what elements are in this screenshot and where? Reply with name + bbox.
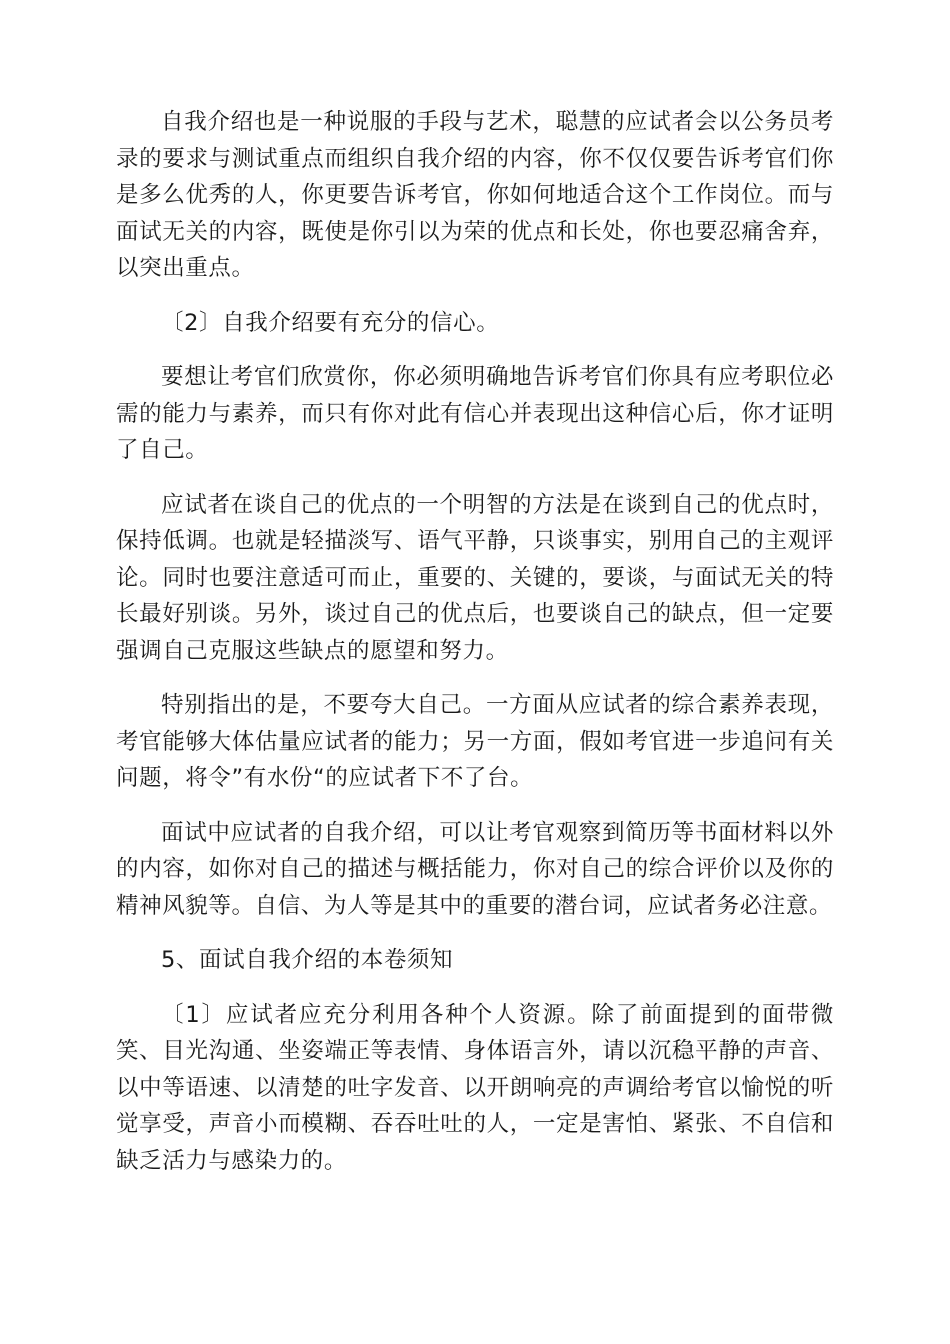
document-body [116,104,834,1197]
paragraph-appreciation: 要想让考官们欣赏你，你必须明确地告诉考官们你具有应考职位必需的能力与素养，而只有你对此有信心并表现出这种信心后，你才证明了自己。 [116,364,834,463]
paragraph-no-exaggeration: 特别指出的是，不要夸大自己。一方面从应试者的综合素养表现，考官能够大体估量应试者的能力；另一方面，假如考官进一步追问有关问题，将令”有水份“的应试者下不了台。 [116,692,834,791]
paragraph-persuasion: 自我介绍也是一种说服的手段与艺术，聪慧的应试者会以公务员考录的要求与测试重点而组织自我介绍的内容，你不仅仅要告诉考官们你是多么优秀的人，你更要告诉考官，你如何地适合这个工作岗位。而与面试无关的内容，既使是你引以为荣的优点和长处，你也要忍痛舍弃，以突出重点。 [116,109,834,281]
paragraph-observation: 面试中应试者的自我介绍，可以让考官观察到简历等书面材料以外的内容，如你对自己的描述与概括能力，你对自己的综合评价以及你的精神风貌等。自信、为人等是其中的重要的潜台词，应试者务必注意。 [116,819,834,919]
section-heading-notes: 5、面试自我介绍的本卷须知 [161,947,454,973]
heading-confidence: 〔2〕自我介绍要有充分的信心。 [161,309,500,336]
paragraph-resources: 〔1〕应试者应充分利用各种个人资源。除了前面提到的面带微笑、目光沟通、坐姿端正等表情、身体语言外，请以沉稳平静的声音、以中等语速、以清楚的吐字发音、以开朗响亮的声调给考官以愉悦的听觉享受，声音小而模糊、吞吞吐吐的人，一定是害怕、紧张、不自信和缺乏活力与感染力的。 [116,1001,834,1174]
paragraph-strengths: 应试者在谈自己的优点的一个明智的方法是在谈到自己的优点时，保持低调。也就是轻描淡写、语气平静，只谈事实，别用自己的主观评论。同时也要注意适可而止，重要的、关键的，要谈，与面试无关的特长最好别谈。另外，谈过自己的优点后，也要谈自己的缺点，但一定要强调自己克服这些缺点的愿望和努力。 [116,491,834,664]
